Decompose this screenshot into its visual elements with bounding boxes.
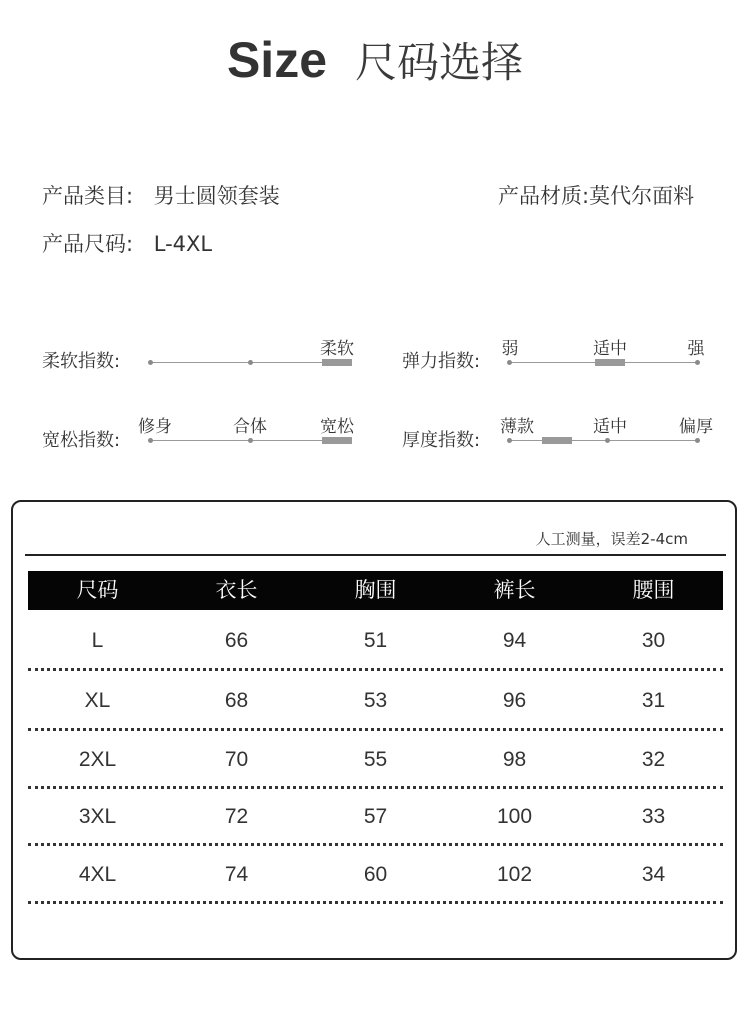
scale-line — [509, 440, 697, 441]
cell-waist: 30 — [641, 629, 666, 652]
header-top-length: 衣长 — [215, 578, 258, 602]
thickness-scale — [500, 417, 713, 458]
material-value: 莫代尔面料 — [589, 184, 695, 208]
cell-top-length: 72 — [224, 805, 249, 828]
table-top-rule — [25, 554, 726, 556]
cell-chest: 60 — [363, 863, 388, 886]
title-en: Size — [226, 32, 328, 88]
scale-dot — [695, 360, 700, 365]
softness-scale — [150, 340, 352, 380]
row-divider — [28, 786, 723, 789]
softness-selected-marker — [322, 359, 352, 366]
cell-top-length: 66 — [224, 629, 249, 652]
header-size: 尺码 — [76, 578, 119, 602]
scale-dot — [148, 360, 153, 365]
cell-size: 2XL — [78, 748, 117, 771]
looseness-tick-high: 宽松 — [320, 417, 354, 437]
header-waist: 腰围 — [632, 578, 675, 602]
thickness-tick-high: 偏厚 — [679, 417, 713, 437]
scale-dot — [507, 360, 512, 365]
elasticity-tick-high: 强 — [687, 339, 705, 359]
cell-waist: 34 — [641, 863, 666, 886]
cell-pants-length: 102 — [496, 863, 533, 886]
cell-chest: 57 — [363, 805, 388, 828]
scale-dot — [148, 438, 153, 443]
material-label: 产品材质: — [498, 184, 590, 208]
row-divider — [28, 843, 723, 846]
looseness-scale — [138, 417, 354, 458]
elasticity-scale — [501, 339, 705, 380]
looseness-tick-low: 修身 — [138, 417, 172, 437]
elasticity-label: 弹力指数: — [402, 351, 481, 372]
thickness-tick-mid: 适中 — [593, 417, 627, 437]
table-row — [28, 746, 723, 774]
page-title — [0, 30, 750, 90]
looseness-tick-mid: 合体 — [233, 417, 267, 437]
cell-top-length: 68 — [224, 689, 249, 712]
measurement-note: 人工测量，误差2-4cm — [535, 530, 688, 548]
cell-chest: 55 — [363, 748, 388, 771]
cell-size: 3XL — [78, 805, 117, 828]
material-info — [498, 180, 694, 210]
cell-chest: 51 — [363, 629, 388, 652]
row-divider — [28, 728, 723, 731]
size-info — [42, 228, 212, 258]
category-info — [42, 180, 280, 210]
row-divider — [28, 901, 723, 904]
cell-waist: 33 — [641, 805, 666, 828]
softness-tick-high: 柔软 — [320, 339, 354, 359]
cell-size: XL — [84, 689, 111, 712]
title-zh: 尺码选择 — [355, 38, 524, 87]
elasticity-tick-low: 弱 — [501, 339, 519, 359]
elasticity-selected-marker — [595, 359, 625, 366]
thickness-label: 厚度指数: — [402, 430, 481, 451]
row-divider — [28, 668, 723, 671]
cell-top-length: 74 — [224, 863, 249, 886]
category-label: 产品类目: — [42, 184, 134, 208]
cell-pants-length: 96 — [502, 689, 527, 712]
scale-dot — [605, 438, 610, 443]
softness-label: 柔软指数: — [42, 351, 121, 372]
looseness-label: 宽松指数: — [42, 430, 121, 451]
size-label: 产品尺码: — [42, 232, 134, 256]
table-row — [28, 803, 723, 831]
table-row — [28, 687, 723, 715]
thickness-tick-low: 薄款 — [500, 417, 534, 437]
table-row — [28, 861, 723, 889]
table-header — [28, 571, 723, 610]
header-chest: 胸围 — [354, 578, 397, 602]
elasticity-tick-mid: 适中 — [593, 339, 627, 359]
thickness-selected-marker — [542, 437, 572, 444]
scale-dot — [248, 438, 253, 443]
cell-chest: 53 — [363, 689, 388, 712]
cell-waist: 31 — [641, 689, 666, 712]
scale-dot — [695, 438, 700, 443]
cell-top-length: 70 — [224, 748, 249, 771]
scale-dot — [507, 438, 512, 443]
table-row — [28, 627, 723, 655]
category-value: 男士圆领套装 — [153, 184, 280, 208]
cell-size: 4XL — [78, 863, 117, 886]
cell-size: L — [91, 629, 104, 652]
size-value: L-4XL — [153, 232, 213, 256]
cell-pants-length: 94 — [502, 629, 527, 652]
cell-waist: 32 — [641, 748, 666, 771]
cell-pants-length: 98 — [502, 748, 527, 771]
looseness-selected-marker — [322, 437, 352, 444]
header-pants-length: 裤长 — [493, 578, 536, 602]
cell-pants-length: 100 — [496, 805, 533, 828]
scale-dot — [248, 360, 253, 365]
